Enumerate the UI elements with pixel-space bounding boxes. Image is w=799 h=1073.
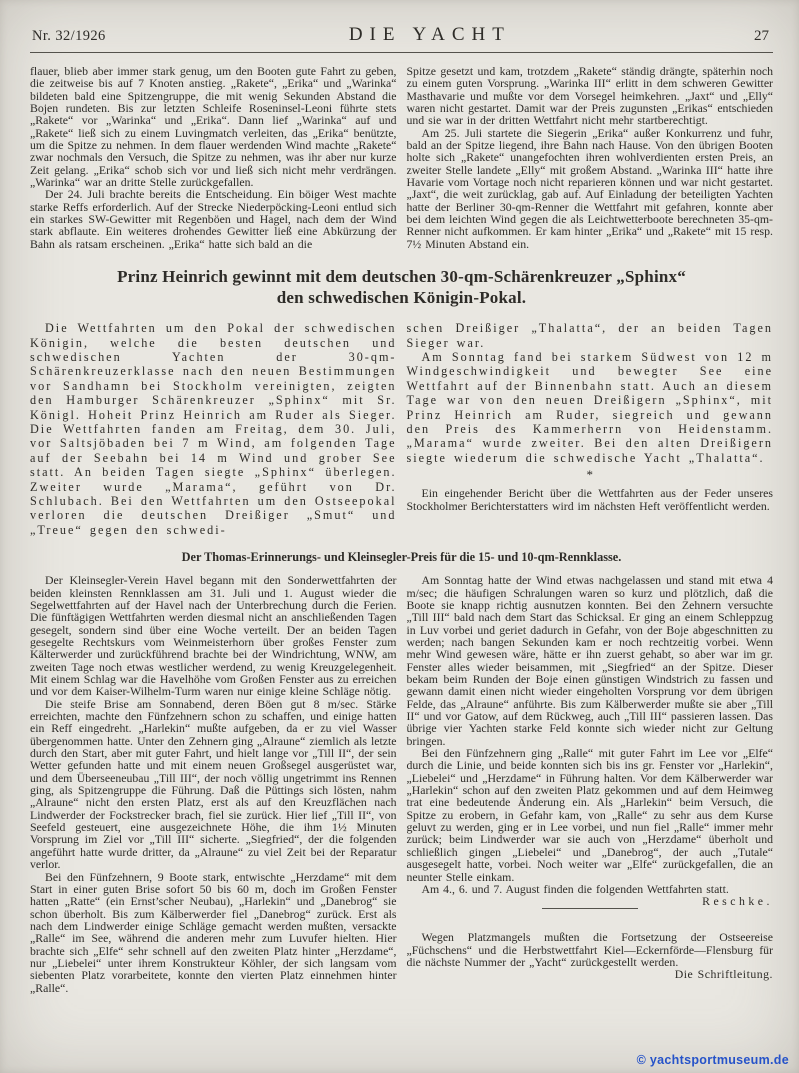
star-separator: *: [586, 467, 593, 483]
author-signature: Reschke.: [702, 894, 773, 909]
paragraph: Spitze gesetzt und kam, trotzdem „Rakete“ ständig drängte, späterhin noch zu einem guten Vorsprung. „Warinka III“ erlitt in dem schweren Gewitter Masthavarie und mußte vor dem Vorsegel heimkehren. „Jaxt“ und „Elly“ waren nicht gestartet. Damit war der Preis zugunsten „Erikas“ entschieden und sie war in der dritten Wettfahrt nicht mehr startberechtigt.: [406, 64, 773, 128]
paragraph: Bei den Fünfzehnern ging „Ralle“ mit guter Fahrt im Lee vor „Elfe“ durch die Linie, und beide konnten sich bis ins gr. Fenster vor „Harlekin“, „Liebelei“ und „Herzdame“ in Führung halten. Vor dem Kälberwerder war „Harlekin“ schon auf den zweiten Platz gekommen und auf dem Heimweg trat eine bedeutende Änderung ein. Als „Harlekin“ beim Versuch, die Spitze zu erobern, in Gefahr kam, von „Ralle“ zu sehr aus dem Kurse geluvt zu werden, ging er in Lee vorbei, und nun fiel „Ralle“ immer mehr zurück; beim Lindwerder war sie auch von „Herzdame“ überholt und schließlich gingen „Liebelei“ und „Danebrog“, der auch „Tutale“ ausgesegelt hatte, vorbei. Noch weiter war „Elfe“ zurückgefallen, die an neunter Stelle einkam.: [406, 746, 773, 884]
paragraph: schen Dreißiger „Thalatta“, der an beiden Tagen Sieger war.: [406, 321, 773, 350]
headline-line-1: Prinz Heinrich gewinnt mit dem deutschen 30-qm-Schärenkreuzer „Sphinx“: [117, 267, 686, 287]
editor-note-text: Wegen Platzmangels mußten die Fortsetzung der Ostseereise „Füchschens“ und die Herbstwettfahrt Kiel—Eckernförde—Flensburg für die nächste Nummer der „Yacht“ zurückgestellt werden.: [406, 930, 773, 969]
magazine-title: DIE YACHT: [348, 24, 511, 45]
headline-line-2: den schwedischen Königin-Pokal.: [276, 288, 527, 308]
page-number: 27: [753, 28, 769, 44]
paragraph: Am Sonntag fand bei starkem Südwest von 12 m Windgeschwindigkeit und bewegter See eine Wettfahrt auf der Binnenbahn statt. Auch an diesem Tage war von den neuen Dreißigern „Sphinx“, mit Prinz Heinrich am Ruder, siegreich und gewann den Preis des Kammerherrn von Heidenstamm. „Marama“ wurde zweiter. Bei den alten Dreißigern siegte wiederum die schwedische Yacht „Thalatta“.: [406, 349, 773, 465]
koenigin-article: [30, 321, 773, 537]
closing-text: Am 4., 6. und 7. August finden die folgenden Wettfahrten statt.: [421, 881, 729, 896]
article-headline-thomas: Der Thomas-Erinnerungs- und Kleinsegler-Preis für die 15- und 10-qm-Rennklasse.: [181, 550, 622, 565]
paragraph: Die steife Brise am Sonnabend, deren Böen gut 8 m/sec. Stärke erreichten, machte den Fünfzehnern schon zu schaffen, und einige hatten ein Reff eingedreht. „Harlekin“ mußte aufgeben, da er zu viel Wasser übergenommen hatte. Unter den Zehnern ging „Alraune“ ziemlich als letzte durch den Start, aber mit guter Fahrt, und hielt lange vor „Till II“, der sein Wetter gefunden hatte und mit einem neuen Großsegel ausgerüstet war, und dem Überseeneubau „Till III“, der noch völlig ungetrimmt ins Rennen ging, als Spitzengruppe die Führung. Daß die Püttings sich lösten, nahm „Alraune“ nicht den ersten Platz, erst als auf den Kreuzflächen nach Lindwerder der Fockstrecker brach, fiel sie zurück. Hier lief „Till II“, von Seefeld gesteuert, eine ausgezeichnete Höhe, die ihm 1½ Minuten Vorsprung im Ziel vor „Till III“ sicherte. „Siegfried“, der die folgenden angeführt hatte wurde dritter, da „Alraune“ zu viel Zeit bei der Reparatur verlor.: [30, 696, 397, 872]
thomas-article: [30, 574, 773, 994]
thomas-left-column: [30, 574, 397, 994]
paragraph: Am 25. Juli startete die Siegerin „Erika“ außer Konkurrenz und fuhr, bald an der Spitze liegend, ihre Bahn nach Hause. Von den übrigen Booten holte sich „Rakete“ unangefochten ihren wohlverdienten ersten Preis, an zweiter Stelle landete „Elly“ mit großem Abstand. „Warinka III“ hatte ihre Havarie vom Vortage noch nicht reparieren können und war nicht gestartet. „Jaxt“, die weit zurücklag, gab auf. Auf Einladung der beteiligten Yachten hatte der Berliner 30-qm-Renner die Wettfahrt mit gefahren, konnte aber bei dem leichten Wind gegen die als Leichtwetterboote berechneten 35-qm-Renner nicht aufkommen. Er kam hinter „Erika“ und „Rakete“ mit 15 resp. 7½ Minuten Abstand ein.: [406, 125, 773, 251]
article-headline-koenigin: [30, 266, 773, 308]
watermark: © yachtsportmuseum.de: [636, 1053, 789, 1067]
editor-signature: Die Schriftleitung.: [674, 967, 773, 982]
paragraph: Der 24. Juli brachte bereits die Entscheidung. Ein böiger West machte starke Reffs erforderlich. Auf der Strecke Niederpöcking-Leoni entlud sich ein starkes SW-Gewitter mit Regenböen und Hagel, nach dem der Wind stark abflaute. Ein weiteres drohendes Gewitter ließ eine Abkürzung der Bahn als ratsam erscheinen. „Erika“ hatte sich bald an die: [30, 187, 397, 251]
header-rule: [30, 52, 773, 53]
closing-paragraph: [407, 881, 774, 909]
section-divider: [542, 908, 638, 909]
paragraph: Die Wettfahrten um den Pokal der schwedischen Königin, welche die besten deutschen und schwedischen Yachten der 30-qm-Schärenkreuzerklasse nach den neuen Bestimmungen vor Sandhamn bei Stockholm vereinigten, zeigten den Hamburger Schärenkreuzer „Sphinx“ mit Sr. Königl. Hoheit Prinz Heinrich am Ruder als Sieger. Die Wettfahrten fanden am Freitag, dem 30. Juli, vor Saltsjöbaden bei 7 m Wind, am folgenden Tage auf der Seebahn bei 14 m Wind und grober See statt. An beiden Tagen siegte „Sphinx“ überlegen. Zweiter wurde „Marama“, geführt von Dr. Schlubach. Bei den Wettfahrten um den Ostseepokal verloren die deutschen Dreißiger „Smut“ und „Treue“ gegen den schwedi-: [30, 321, 397, 537]
editorial-note: Ein eingehender Bericht über die Wettfahrten aus der Feder unseres Stockholmer Berichterstatters wird im nächsten Heft veröffentlicht werden.: [406, 486, 773, 514]
paragraph: flauer, blieb aber immer stark genug, um den Booten gute Fahrt zu geben, die zeitweise bis auf 7 Knoten anstieg. „Rakete“, „Erika“ und „Warinka“ bildeten bald eine Spitzengruppe, die mit wenig Sekunden Abstand die Bojen rundeten. Bis zur letzten Schleife Roseninsel-Leoni führte stets „Rakete“ vor „Warinka“ und „Erika“. Dann lief „Warinka“ auf und „Rakete“ ließ sich zu einem Luvingmatch verleiten, das „Erika“ benützte, um die Spitze zu nehmen. In dem flauer werdenden Wind machte „Rakete“ zwar nochmals den Versuch, die Spitze zu nehmen, was ihr aber nur kurze Zeit gelang. „Erika“ schob sich vor und ließ sich nicht mehr verdrängen. „Warinka“ war an dritte Stelle zurückgefallen.: [30, 64, 397, 190]
issue-number: Nr. 32/1926: [32, 28, 106, 44]
thomas-right-column: [407, 574, 774, 994]
paragraph: Der Kleinsegler-Verein Havel begann mit den Sonderwettfahrten der beiden kleinsten Rennklassen am 31. Juli und 1. August wieder die Segelwettfahrten auf der Havel nach der Unterbrechung durch die Ferien. Die fünftägigen Wettfahrten werden diesmal nicht an anschließenden Tagen gesegelt, sondern sind über eine Woche verteilt. Der an beiden Tagen gesegelte Rechtskurs vom Weinmeisterhorn über großes Fenster zum Kälterwerder und zurückführend brachte bei der Windrichtung, WNW, am zweiten Tage noch etwas westlicher werdend, zu wenig Kreuzgelegenheit. Mit einem Schlag war die Havelhöhe vom Großen Fenster aus zu erreichen und vor dem Kaiser-Wilhelm-Turm waren nur einige kleine Schläge nötig.: [30, 573, 397, 699]
paragraph: Bei den Fünfzehnern, 9 Boote stark, entwischte „Herzdame“ mit dem Start in einer guten Brise sofort 50 bis 60 m, doch im Großen Fenster hatten „Ratte“ (ein Ernst’scher Neubau), „Harlekin“ und „Danebrog“ sie schon überholt. Bis zum Kälberwerder fiel „Danebrog“ zurück. Erst als nach dem Lindwerder einige Schläge gemacht werden mußten, versackte „Ralle“ im See, während die anderen mehr zum Luvufer hielten. Hier brachte sich „Elfe“ sehr schnell auf den zweiten Platz hinter „Herzdame“, nur „Liebelei“ unter ihrem Konstrukteur Köhler, der sich langsam vom siebenten Platz vorarbeitete, konnte den vierten Platz einnehmen hinter „Ralle“.: [30, 869, 397, 995]
koenigin-right-column: [407, 321, 774, 537]
editor-note-paragraph: [406, 930, 774, 982]
koenigin-left-column: [30, 321, 397, 537]
page-header: [30, 24, 773, 52]
top-article-left-column: [30, 65, 397, 250]
top-article: [30, 65, 773, 250]
paragraph: Am Sonntag hatte der Wind etwas nachgelassen und stand mit etwa 4 m/sec; die häufigen Schralungen waren so kurz und plötzlich, daß die Boote sie knapp richtig ausnutzen konnten. Bei den Zehnern versuchte „Till III“ bald nach dem Start das Schicksal. Er ging an einem Schleppzug in Luv vorbei und geriet dadurch in Gefahr, von der Boje abgeschnitten zu werden; nach bangen Sekunden kam er noch rechtzeitig vorbei. Wenn mehr Wind gewesen wäre, hätte er ihn zuerst gehabt, so aber war im gr. Fenster alles wieder beisammen, mit „Siegfried“ an der Spitze. Dieser bekam beim Runden der Boje einen günstigen Windstrich zu fassen und gewann damit einen nicht wieder eingeholten Vorsprung vor dem übrigen Felde, das „Alraune“ anführte. Bis zum Kälberwerder mußte sie aber „Till II“ und vor Gatow, auf dem Rückweg, auch „Till III“ passieren lassen. Das übrige vier Yachten starke Feld konnte sich wieder nicht zur Geltung bringen.: [406, 573, 773, 748]
top-article-right-column: [407, 65, 774, 250]
